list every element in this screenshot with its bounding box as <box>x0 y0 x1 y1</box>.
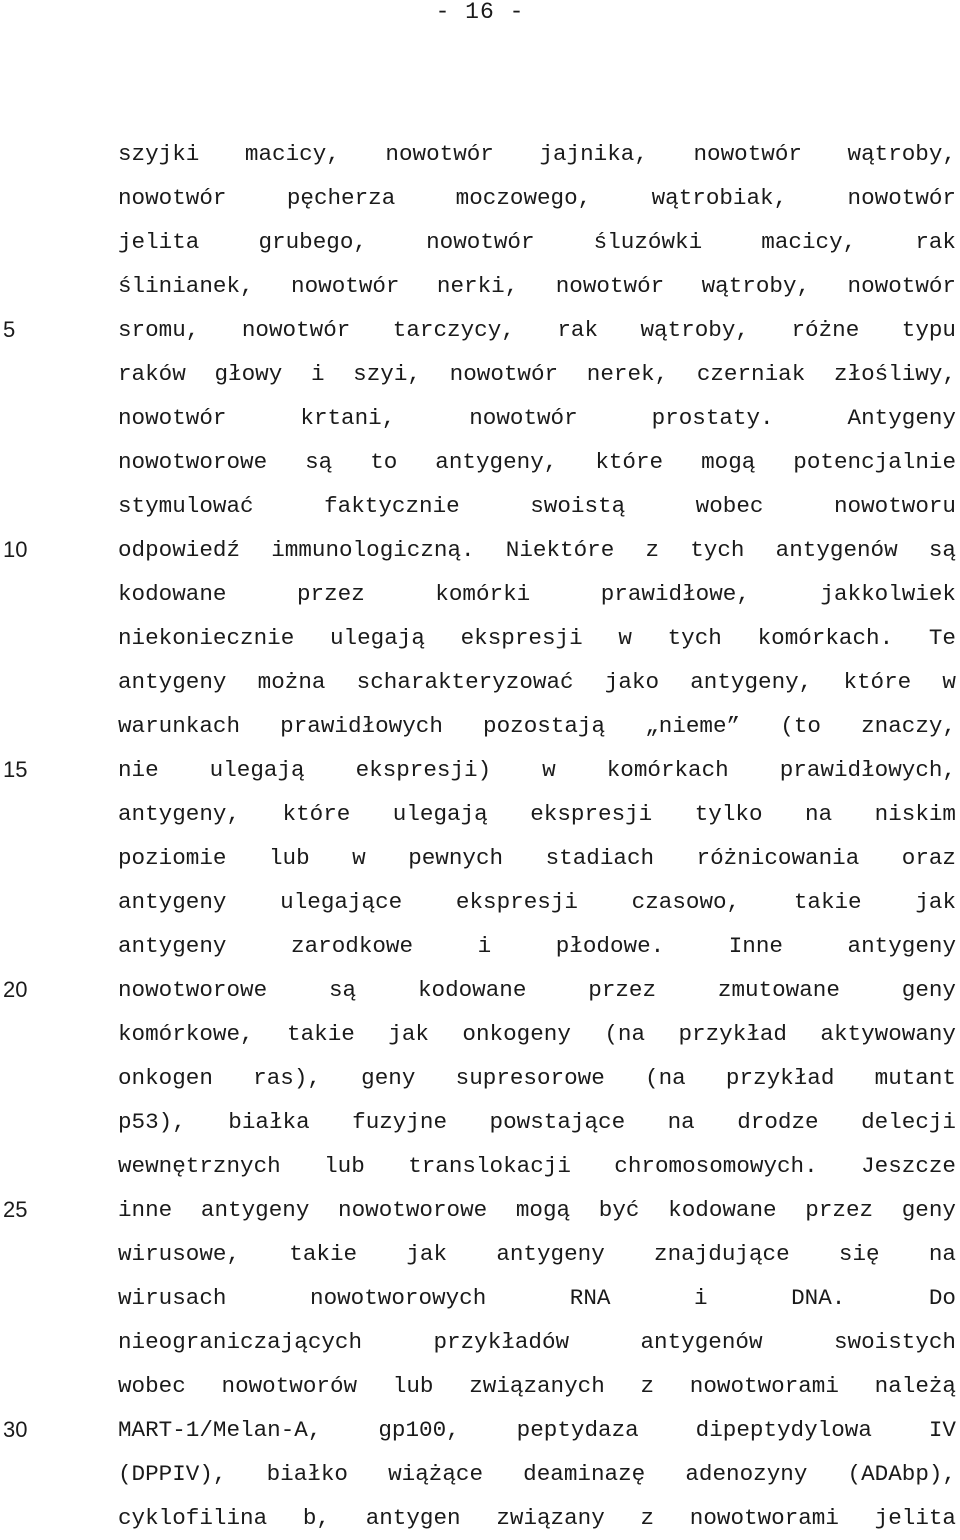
text-line: antygeny zarodkowe i płodowe. Inne antygeny <box>118 933 956 959</box>
line-number-25: 25 <box>3 1197 28 1222</box>
text-line: nowotworowe są to antygeny, które mogą potencjalnie <box>118 449 956 475</box>
text-line: jelita grubego, nowotwór śluzówki macicy, rak <box>118 229 956 255</box>
text-line: kodowane przez komórki prawidłowe, jakkolwiek <box>118 581 956 607</box>
text-line: p53), białka fuzyjne powstające na drodze delecji <box>118 1109 956 1135</box>
text-line: nie ulegają ekspresji) w komórkach prawidłowych, <box>118 757 956 783</box>
text-line: stymulować faktycznie swoistą wobec nowotworu <box>118 493 956 519</box>
text-line: nowotwór krtani, nowotwór prostaty. Antygeny <box>118 405 956 431</box>
text-line: nowotworowe są kodowane przez zmutowane geny <box>118 977 956 1003</box>
text-line: warunkach prawidłowych pozostają „nieme” (to znaczy, <box>118 713 956 739</box>
text-line: inne antygeny nowotworowe mogą być kodowane przez geny <box>118 1197 956 1223</box>
text-line: raków głowy i szyi, nowotwór nerek, czerniak złośliwy, <box>118 361 956 387</box>
page-number: - 16 - <box>435 0 525 25</box>
text-line: (DPPIV), białko wiążące deaminazę adenozyny (ADAbp), <box>118 1461 956 1487</box>
text-line: sromu, nowotwór tarczycy, rak wątroby, różne typu <box>118 317 956 343</box>
text-line: komórkowe, takie jak onkogeny (na przykład aktywowany <box>118 1021 956 1047</box>
text-line: antygeny można scharakteryzować jako antygeny, które w <box>118 669 956 695</box>
line-number-30: 30 <box>3 1417 28 1442</box>
text-line: wirusowe, takie jak antygeny znajdujące się na <box>118 1241 956 1267</box>
text-line: wewnętrznych lub translokacji chromosomowych. Jeszcze <box>118 1153 956 1179</box>
line-number-5: 5 <box>3 317 16 342</box>
text-line: cyklofilina b, antygen związany z nowotworami jelita <box>118 1505 956 1531</box>
text-line: antygeny, które ulegają ekspresji tylko na niskim <box>118 801 956 827</box>
text-line: wirusach nowotworowych RNA i DNA. Do <box>118 1285 956 1311</box>
body-text <box>118 132 956 1540</box>
line-number-15: 15 <box>3 757 28 782</box>
text-line: niekoniecznie ulegają ekspresji w tych komórkach. Te <box>118 625 956 651</box>
line-number-10: 10 <box>3 537 28 562</box>
text-line: odpowiedź immunologiczną. Niektóre z tych antygenów są <box>118 537 956 563</box>
text-line: MART-1/Melan-A, gp100, peptydaza dipeptydylowa IV <box>118 1417 956 1443</box>
text-line: wobec nowotworów lub związanych z nowotworami należą <box>118 1373 956 1399</box>
text-line: nowotwór pęcherza moczowego, wątrobiak, nowotwór <box>118 185 956 211</box>
text-line: ślinianek, nowotwór nerki, nowotwór wątroby, nowotwór <box>118 273 956 299</box>
text-line: onkogen ras), geny supresorowe (na przykład mutant <box>118 1065 956 1091</box>
text-line: nieograniczających przykładów antygenów swoistych <box>118 1329 956 1355</box>
text-line: poziomie lub w pewnych stadiach różnicowania oraz <box>118 845 956 871</box>
line-number-20: 20 <box>3 977 28 1002</box>
text-line: szyjki macicy, nowotwór jajnika, nowotwór wątroby, <box>118 141 956 167</box>
text-line: antygeny ulegające ekspresji czasowo, takie jak <box>118 889 956 915</box>
